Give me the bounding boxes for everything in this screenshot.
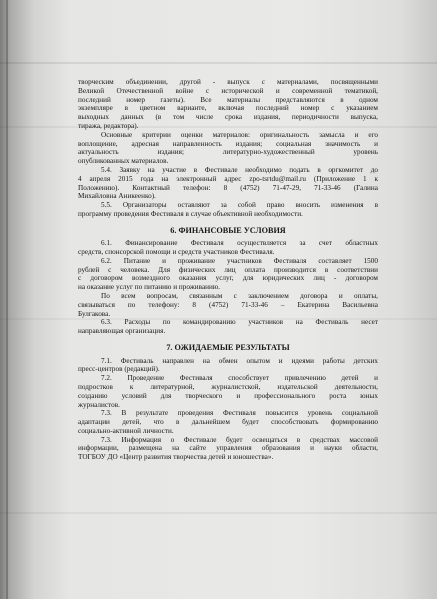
document-page <box>78 78 378 583</box>
text-line: 4 апреля 2015 года на электронный адрес zpo-tsrtdu@mail.ru (Приложение 1 к <box>78 174 378 183</box>
text-line: Великой Отечественной войне с исторической и современной тематикой, <box>78 86 378 95</box>
text-line: Положению). Контактный телефон: 8 (4752) 71-47-29, 71-33-46 (Галина <box>78 183 378 192</box>
text-line: 6.2. Питание и проживание участников Фестиваля составляет 1500 <box>101 256 378 265</box>
text-line: информации, размещена на сайте управления образования и науки области, <box>78 444 378 453</box>
text-line: рублей с человека. Для физических лиц оплата производится в соответствии <box>78 265 378 274</box>
text-line: 5.4. Заявку на участие в Фестивале необходимо подать в оргкомитет до <box>101 165 378 174</box>
text-line: 7.1. Фестиваль направлен на обмен опытом и идеями работы детских <box>101 356 378 365</box>
section-6-body <box>78 239 378 336</box>
text-line: актуальность издания; литературно-художественный уровень <box>78 148 378 157</box>
scan-noise-band <box>0 62 437 64</box>
text-line: на оказание услуг по питанию и проживанию. <box>78 283 221 292</box>
text-line: Михайловна Аникеенко). <box>78 192 156 201</box>
section-7-body <box>78 357 378 463</box>
text-line: журналистов. <box>78 400 120 409</box>
text-line: 6.3. Расходы по командированию участников на Фестиваль несет <box>101 318 378 327</box>
text-line: направляющая организация. <box>78 327 166 336</box>
text-line: выходных данных (в том числе срока издания, периодичности выпуска, <box>78 113 378 122</box>
text-line: социально-активной личности. <box>78 426 174 435</box>
text-line: 5.5. Организаторы оставляют за собой право вносить изменения в <box>101 201 378 210</box>
text-line: творческим объединении, другой - выпуск с материалами, посвященными <box>78 78 378 86</box>
text-line: программу проведения Фестиваля в случае объективной необходимости. <box>78 209 303 218</box>
text-line: экземпляре в цветном варианте, включая последний номер с указанием <box>78 104 378 113</box>
text-line: последний номер газеты). Все материалы представляются в одном <box>78 95 378 104</box>
text-line: Булгакова. <box>78 309 111 318</box>
text-line: пресс-центров (редакций). <box>78 365 160 374</box>
text-line: 7.2. Проведение Фестиваля способствует привлечению детей и <box>101 374 378 383</box>
text-line: с договором возмездного оказания услуг, для юридических лиц - договором <box>78 274 378 283</box>
text-line: связываться по телефону: 8 (4752) 71-33-46 – Екатерина Васильевна <box>78 300 378 309</box>
text-line: 7.3. В результате проведения Фестиваля повысится уровень социальной <box>101 409 378 418</box>
text-line: адаптации детей, что в дальнейшем будет способствовать формированию <box>78 418 378 427</box>
text-line: созданию условий для творческого и профессионального роста юных <box>78 391 378 400</box>
text-line: подростков к литературной, журналистской, издательской деятельности, <box>78 382 378 391</box>
text-line: 6.1. Финансирование Фестиваля осуществляется за счет областных <box>101 239 378 248</box>
text-line: ТОГБОУ ДО «Центр развития творчества детей и юношества». <box>78 453 274 462</box>
text-line: Основные критерии оценки материалов: оригинальность замысла и его <box>101 130 378 139</box>
section-heading-financial: 6. ФИНАНСОВЫЕ УСЛОВИЯ <box>170 225 286 235</box>
scan-edge-shadow <box>6 0 8 599</box>
text-line: опубликованных материалов. <box>78 157 169 166</box>
section-heading-expected-results: 7. ОЖИДАЕМЫЕ РЕЗУЛЬТАТЫ <box>166 343 290 353</box>
text-line: тиража, редактора). <box>78 121 139 130</box>
text-line: По всем вопросам, связанным с заключением договора и оплаты, <box>101 292 378 301</box>
text-line: 7.3. Информация о Фестивале будет освещаться в средствах массовой <box>101 435 378 444</box>
section-5-continuation <box>78 78 378 219</box>
text-line: средств, спонсорской помощи и средств участников Фестиваля. <box>78 248 275 257</box>
text-line: воплощение, адресная направленность издания; социальная значимость и <box>78 139 378 148</box>
